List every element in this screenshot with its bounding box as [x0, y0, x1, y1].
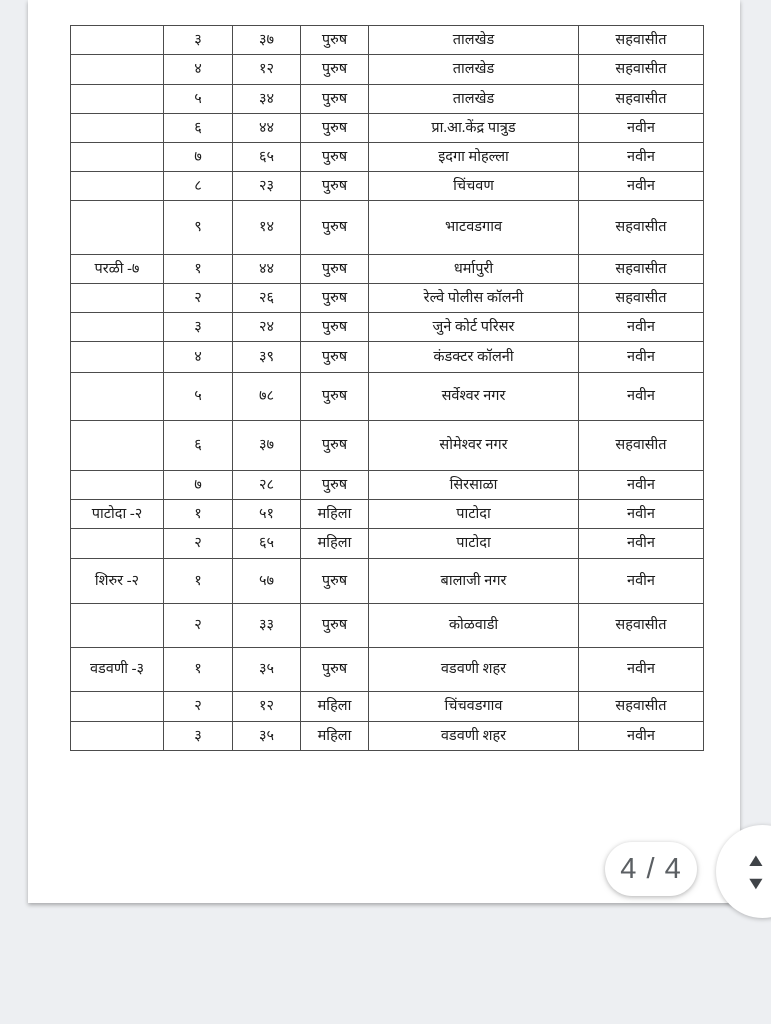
table-cell: जुने कोर्ट परिसर: [369, 313, 579, 342]
table-cell: [71, 85, 164, 114]
table-row: [71, 255, 704, 284]
table-cell: ३३: [233, 604, 301, 648]
table-row: [71, 55, 704, 85]
table-cell: तालखेड: [369, 55, 579, 85]
table-row: [71, 342, 704, 373]
table-cell: बालाजी नगर: [369, 559, 579, 604]
scroll-down-button[interactable]: [744, 873, 771, 893]
table-cell: ६: [164, 114, 233, 143]
table-cell: सहवासीत: [579, 85, 704, 114]
page-indicator-label: 4 / 4: [620, 852, 682, 885]
up-arrow-icon: ▲: [744, 850, 767, 870]
table-cell: पुरुष: [301, 373, 369, 421]
table-cell: १२: [233, 692, 301, 722]
table-cell: सहवासीत: [579, 255, 704, 284]
table-cell: ४: [164, 55, 233, 85]
table-cell: प्रा.आ.केंद्र पात्रुड: [369, 114, 579, 143]
table-cell: पुरुष: [301, 143, 369, 172]
table-cell: [71, 313, 164, 342]
table-cell: १: [164, 648, 233, 692]
table-cell: इदगा मोहल्ला: [369, 143, 579, 172]
table-cell: १२: [233, 55, 301, 85]
table-cell: सहवासीत: [579, 284, 704, 313]
table-cell: वडवणी शहर: [369, 648, 579, 692]
table-cell: महिला: [301, 529, 369, 559]
table-cell: सहवासीत: [579, 26, 704, 55]
table-cell: २: [164, 529, 233, 559]
table-cell: ७: [164, 471, 233, 500]
table-cell: [71, 604, 164, 648]
table-cell: कंडक्टर कॉलनी: [369, 342, 579, 373]
table-cell: ९: [164, 201, 233, 255]
table-cell: पुरुष: [301, 85, 369, 114]
table-cell: [71, 26, 164, 55]
table-row: [71, 284, 704, 313]
table-cell: शिरुर -२: [71, 559, 164, 604]
table-cell: पाटोदा: [369, 500, 579, 529]
table-cell: ३: [164, 26, 233, 55]
table-cell: पुरुष: [301, 201, 369, 255]
table-cell: ३५: [233, 722, 301, 751]
table-cell: २: [164, 692, 233, 722]
table-cell: ६: [164, 421, 233, 471]
table-cell: सर्वेश्वर नगर: [369, 373, 579, 421]
table-cell: ६५: [233, 529, 301, 559]
table-cell: चिंचवडगाव: [369, 692, 579, 722]
table-cell: पुरुष: [301, 604, 369, 648]
table-cell: नवीन: [579, 342, 704, 373]
table-cell: १४: [233, 201, 301, 255]
table-cell: ३५: [233, 648, 301, 692]
table-cell: १: [164, 500, 233, 529]
table-cell: ६५: [233, 143, 301, 172]
table-cell: नवीन: [579, 114, 704, 143]
table-row: [71, 559, 704, 604]
table-cell: [71, 692, 164, 722]
table-cell: [71, 471, 164, 500]
table-cell: पुरुष: [301, 55, 369, 85]
table-cell: ३९: [233, 342, 301, 373]
table-cell: ७८: [233, 373, 301, 421]
table-row: [71, 85, 704, 114]
table-cell: ४४: [233, 255, 301, 284]
table-cell: पुरुष: [301, 648, 369, 692]
table-row: [71, 500, 704, 529]
table-cell: [71, 529, 164, 559]
table-cell: सहवासीत: [579, 604, 704, 648]
table-cell: सिरसाळा: [369, 471, 579, 500]
table-row: [71, 421, 704, 471]
table-cell: नवीन: [579, 373, 704, 421]
table-cell: [71, 201, 164, 255]
table-cell: महिला: [301, 500, 369, 529]
table-cell: २८: [233, 471, 301, 500]
table-cell: [71, 284, 164, 313]
table-cell: १: [164, 255, 233, 284]
table-cell: ३७: [233, 421, 301, 471]
table-cell: २३: [233, 172, 301, 201]
table-cell: ४४: [233, 114, 301, 143]
table-cell: पुरुष: [301, 26, 369, 55]
table-cell: ३४: [233, 85, 301, 114]
table-cell: ५१: [233, 500, 301, 529]
table-cell: तालखेड: [369, 26, 579, 55]
table-cell: [71, 342, 164, 373]
table-row: [71, 172, 704, 201]
table-cell: [71, 722, 164, 751]
table-cell: पुरुष: [301, 172, 369, 201]
table-cell: परळी -७: [71, 255, 164, 284]
table-row: [71, 529, 704, 559]
table-cell: कोळवाडी: [369, 604, 579, 648]
scroll-up-button[interactable]: [744, 850, 771, 870]
table-cell: सहवासीत: [579, 201, 704, 255]
document-page: [28, 0, 740, 903]
table-cell: ३: [164, 313, 233, 342]
table-row: [71, 373, 704, 421]
table-cell: ५७: [233, 559, 301, 604]
table-cell: पुरुष: [301, 284, 369, 313]
table-row: [71, 471, 704, 500]
table-cell: [71, 373, 164, 421]
table-cell: [71, 55, 164, 85]
table-row: [71, 692, 704, 722]
table-cell: २: [164, 284, 233, 313]
table-cell: ३: [164, 722, 233, 751]
table-row: [71, 604, 704, 648]
table-cell: सहवासीत: [579, 421, 704, 471]
table-cell: सोमेश्वर नगर: [369, 421, 579, 471]
table-cell: नवीन: [579, 313, 704, 342]
table-cell: चिंचवण: [369, 172, 579, 201]
table-cell: नवीन: [579, 500, 704, 529]
table-row: [71, 313, 704, 342]
table-cell: ५: [164, 373, 233, 421]
table-cell: नवीन: [579, 529, 704, 559]
table-cell: [71, 172, 164, 201]
table-cell: पुरुष: [301, 421, 369, 471]
table-row: [71, 143, 704, 172]
table-cell: [71, 421, 164, 471]
table-cell: भाटवडगाव: [369, 201, 579, 255]
polling-stations-table: [70, 25, 704, 751]
table-cell: १: [164, 559, 233, 604]
table-body: [71, 26, 704, 751]
table-row: [71, 648, 704, 692]
table-row: [71, 26, 704, 55]
table-cell: महिला: [301, 722, 369, 751]
table-cell: ५: [164, 85, 233, 114]
table-cell: सहवासीत: [579, 55, 704, 85]
table-cell: ४: [164, 342, 233, 373]
table-cell: ७: [164, 143, 233, 172]
page-indicator: [605, 842, 697, 896]
table-cell: वडवणी -३: [71, 648, 164, 692]
table-cell: सहवासीत: [579, 692, 704, 722]
table-cell: महिला: [301, 692, 369, 722]
table-cell: नवीन: [579, 559, 704, 604]
table-cell: २६: [233, 284, 301, 313]
table-cell: पुरुष: [301, 342, 369, 373]
table-cell: पुरुष: [301, 114, 369, 143]
table-cell: पुरुष: [301, 255, 369, 284]
table-row: [71, 201, 704, 255]
table-cell: नवीन: [579, 471, 704, 500]
table-cell: २: [164, 604, 233, 648]
table-cell: पाटोदा: [369, 529, 579, 559]
table-cell: [71, 143, 164, 172]
table-cell: नवीन: [579, 172, 704, 201]
table-row: [71, 114, 704, 143]
down-arrow-icon: ▼: [744, 873, 767, 893]
table-cell: पुरुष: [301, 559, 369, 604]
table-cell: तालखेड: [369, 85, 579, 114]
table-cell: नवीन: [579, 648, 704, 692]
table-cell: रेल्वे पोलीस कॉलनी: [369, 284, 579, 313]
table-cell: ३७: [233, 26, 301, 55]
table-row: [71, 722, 704, 751]
table-cell: वडवणी शहर: [369, 722, 579, 751]
table-cell: नवीन: [579, 143, 704, 172]
table-cell: पाटोदा -२: [71, 500, 164, 529]
table-cell: पुरुष: [301, 313, 369, 342]
table-cell: नवीन: [579, 722, 704, 751]
table-cell: [71, 114, 164, 143]
table-cell: पुरुष: [301, 471, 369, 500]
table-cell: धर्मापुरी: [369, 255, 579, 284]
table-cell: २४: [233, 313, 301, 342]
table-cell: ८: [164, 172, 233, 201]
